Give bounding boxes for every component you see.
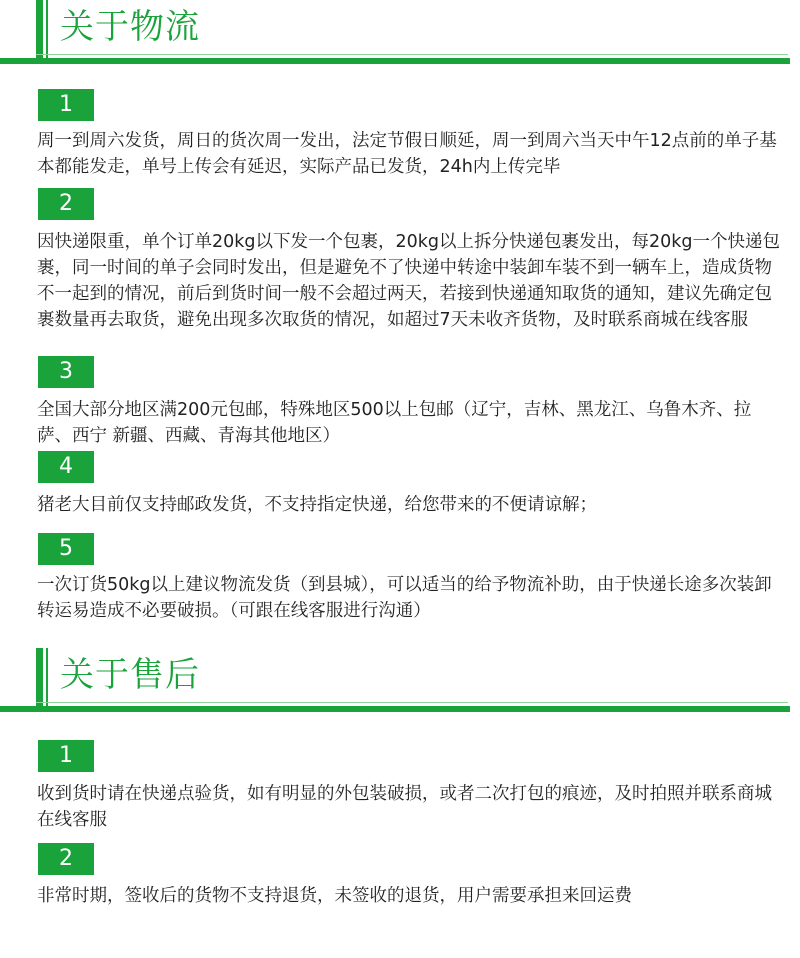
- section-divider-thin: [36, 54, 788, 55]
- title-accent-bar: [36, 0, 43, 58]
- item-number-badge: 2: [38, 188, 94, 220]
- section-title: 关于物流: [60, 7, 200, 47]
- item-number-badge: 5: [38, 533, 94, 565]
- item-text: 一次订货50kg以上建议物流发货（到县城），可以适当的给予物流补助，由于快递长途多次装卸转运易造成不必要破损。（可跟在线客服进行沟通）: [37, 575, 772, 621]
- section-title: 关于售后: [60, 655, 200, 695]
- title-accent-bar-thin: [46, 648, 48, 706]
- aftersales-section: [0, 648, 800, 712]
- logistics-section: [0, 0, 800, 64]
- item-number-badge: 1: [38, 89, 94, 121]
- title-accent-bar-thin: [46, 0, 48, 58]
- title-accent-bar: [36, 648, 43, 706]
- section-divider: [0, 58, 790, 64]
- item-text: 猪老大目前仅支持邮政发货，不支持指定快递，给您带来的不便请谅解；: [37, 495, 597, 515]
- item-number-badge: 3: [38, 356, 94, 388]
- section-header: [0, 648, 800, 712]
- item-text: 因快递限重，单个订单20kg以下发一个包裹，20kg以上拆分快递包裹发出，每20kg一个快递包裹，同一时间的单子会同时发出，但是避免不了快递中转途中装卸车装不到一辆车上，造成货物不一起到的情况，前后到货时间一般不会超过两天，若接到快递通知取货的通知，建议先确定包裹数量再去取货，避免出现多次取货的情况，如超过7天未收齐货物，及时联系商城在线客服: [37, 232, 781, 330]
- item-number-badge: 2: [38, 843, 94, 875]
- section-divider-thin: [36, 702, 788, 703]
- item-text: 全国大部分地区满200元包邮，特殊地区500以上包邮（辽宁，吉林、黑龙江、乌鲁木齐、拉萨、西宁 新疆、西藏、青海其他地区）: [37, 400, 752, 446]
- item-number-badge: 1: [38, 740, 94, 772]
- section-divider: [0, 706, 790, 712]
- section-header: [0, 0, 800, 64]
- item-text: 非常时期，签收后的货物不支持退货，未签收的退货，用户需要承担来回运费: [37, 886, 632, 906]
- item-text: 收到货时请在快递点验货，如有明显的外包装破损，或者二次打包的痕迹，及时拍照并联系商城在线客服: [37, 784, 772, 830]
- item-number-badge: 4: [38, 451, 94, 483]
- item-text: 周一到周六发货，周日的货次周一发出，法定节假日顺延，周一到周六当天中午12点前的单子基本都能发走，单号上传会有延迟，实际产品已发货，24h内上传完毕: [37, 131, 777, 177]
